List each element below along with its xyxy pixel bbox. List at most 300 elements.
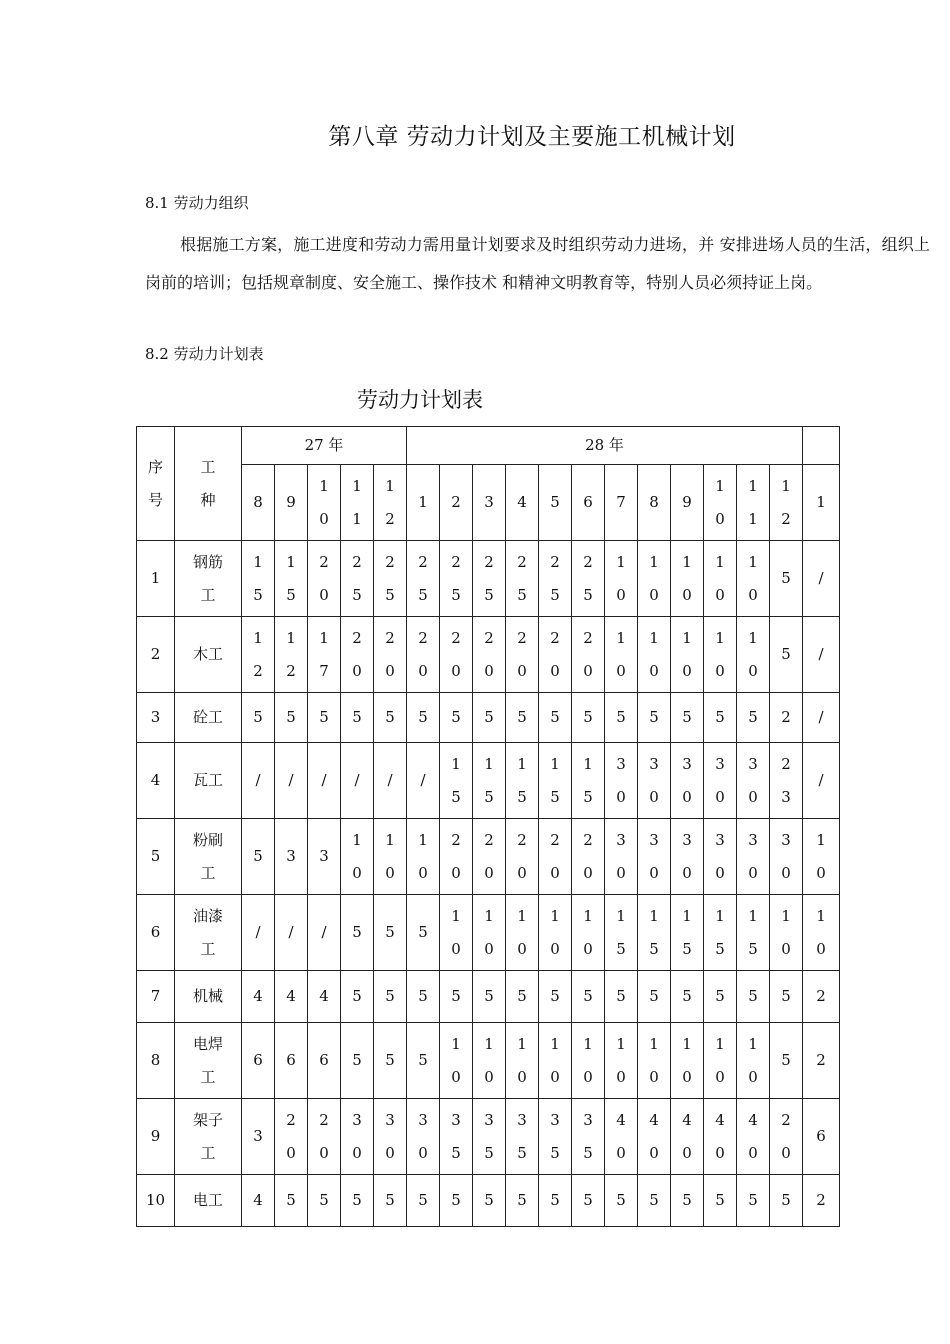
row-value: [638, 819, 671, 895]
row-value: [341, 617, 374, 693]
row-value: [407, 895, 440, 971]
row-value-text: 2: [451, 552, 461, 571]
row-seq: [137, 1175, 175, 1227]
row-value-text: /: [321, 771, 327, 789]
row-value-text: 5: [385, 708, 395, 726]
row-value-text: 0: [748, 863, 758, 882]
row-value-text: 0: [517, 1067, 527, 1086]
row-value-text: 1: [682, 1034, 692, 1053]
row-value: [737, 617, 770, 693]
row-value: [407, 819, 440, 895]
row-value-text: 1: [550, 1034, 560, 1053]
row-value: [671, 1099, 704, 1175]
row-value-text: 0: [418, 1143, 428, 1162]
row-value-text: 5: [253, 585, 263, 604]
row-value: [374, 541, 407, 617]
row-value: [374, 1175, 407, 1227]
row-value-text: 2: [583, 628, 593, 647]
row-value: [572, 1175, 605, 1227]
row-value-text: 2: [517, 628, 527, 647]
row-value-text: /: [255, 771, 261, 789]
row-value-text: 3: [352, 1110, 362, 1129]
table-row: [137, 541, 840, 617]
row-value-text: 0: [616, 661, 626, 680]
row-value: [572, 617, 605, 693]
row-value: [770, 1099, 803, 1175]
row-value: [572, 895, 605, 971]
row-value: [704, 1023, 737, 1099]
row-value: [374, 819, 407, 895]
row-value-text: 2: [816, 1191, 826, 1209]
row-value: [275, 971, 308, 1023]
header-month-text: 1: [352, 509, 362, 528]
row-value: [407, 541, 440, 617]
row-value: [473, 895, 506, 971]
row-value-text: 1: [253, 552, 263, 571]
row-value: [737, 1023, 770, 1099]
row-value-text: 3: [682, 754, 692, 773]
row-value-text: 0: [352, 863, 362, 882]
row-value-text: 0: [550, 1067, 560, 1086]
row-value-text: 0: [682, 787, 692, 806]
row-value-text: 3: [385, 1110, 395, 1129]
row-value-text: 0: [649, 787, 659, 806]
row-value: [506, 693, 539, 743]
row-value-text: 5: [319, 708, 329, 726]
header-month: [638, 465, 671, 541]
row-value-text: 1: [682, 628, 692, 647]
row-value: [275, 1023, 308, 1099]
row-value: [704, 971, 737, 1023]
header-month-text: 1: [319, 476, 329, 495]
row-value: [803, 819, 840, 895]
row-value-text: 5: [715, 1191, 725, 1209]
row-seq: [137, 971, 175, 1023]
row-value-text: 5: [649, 708, 659, 726]
row-value-text: 5: [253, 708, 263, 726]
row-value-text: 5: [583, 585, 593, 604]
row-value: [275, 541, 308, 617]
row-kind: [175, 1099, 242, 1175]
row-value: [407, 1175, 440, 1227]
row-value-text: 1: [451, 754, 461, 773]
row-value: [737, 1099, 770, 1175]
row-value: [803, 617, 840, 693]
row-value: [407, 971, 440, 1023]
row-kind: [175, 1023, 242, 1099]
row-value-text: 5: [385, 923, 395, 941]
row-value-text: 0: [748, 787, 758, 806]
row-value-text: /: [818, 708, 824, 726]
row-value-text: 5: [319, 1191, 329, 1209]
row-value: [506, 1175, 539, 1227]
row-value-text: 2: [484, 628, 494, 647]
row-value: [506, 743, 539, 819]
row-value: [539, 1023, 572, 1099]
row-value: [671, 743, 704, 819]
row-value-text: 5: [385, 1051, 395, 1069]
row-value-text: 1: [682, 552, 692, 571]
row-value-text: 0: [748, 661, 758, 680]
row-value-text: 5: [352, 708, 362, 726]
header-month: [242, 465, 275, 541]
row-value-text: 5: [484, 787, 494, 806]
row-value: [770, 693, 803, 743]
row-value-text: 1: [583, 1034, 593, 1053]
row-value-text: 0: [451, 661, 461, 680]
row-value-text: 0: [816, 863, 826, 882]
row-value-text: 1: [715, 1034, 725, 1053]
row-value: [440, 971, 473, 1023]
row-value-text: 5: [748, 708, 758, 726]
row-value-text: 1: [286, 552, 296, 571]
row-value: [770, 1175, 803, 1227]
row-value: [737, 1175, 770, 1227]
row-value: [473, 819, 506, 895]
table-title: 劳动力计划表: [357, 388, 483, 412]
row-value-text: 2: [253, 661, 263, 680]
header-month-text: 1: [781, 476, 791, 495]
row-value: [704, 1099, 737, 1175]
row-value-text: /: [255, 923, 261, 941]
row-value-text: 0: [418, 863, 428, 882]
row-value-text: 0: [352, 1143, 362, 1162]
header-year-28: 28 年: [407, 427, 803, 465]
row-value-text: 0: [816, 939, 826, 958]
row-value-text: 3: [484, 1110, 494, 1129]
row-value-text: 1: [517, 754, 527, 773]
row-value-text: 2: [418, 552, 428, 571]
row-value-text: 0: [781, 863, 791, 882]
table-row: [137, 1023, 840, 1099]
row-value-text: 2: [781, 1110, 791, 1129]
header-month-text: 6: [583, 493, 593, 511]
row-value: [671, 617, 704, 693]
row-value-text: 0: [319, 585, 329, 604]
row-value: [308, 895, 341, 971]
row-value-text: 1: [748, 906, 758, 925]
row-value: [407, 743, 440, 819]
row-value-text: 6: [816, 1127, 826, 1145]
row-value-text: 0: [517, 863, 527, 882]
row-value: [242, 1099, 275, 1175]
header-month: [341, 465, 374, 541]
row-value-text: 5: [616, 708, 626, 726]
table-row: [137, 617, 840, 693]
row-value-text: 5: [484, 1143, 494, 1162]
row-value: [638, 617, 671, 693]
row-value-text: 1: [616, 552, 626, 571]
row-value-text: 5: [715, 939, 725, 958]
row-kind-text: 工: [200, 585, 216, 604]
row-value-text: 0: [385, 863, 395, 882]
row-value: [638, 971, 671, 1023]
row-value-text: 1: [616, 1034, 626, 1053]
header-year-27: 27 年: [242, 427, 407, 465]
row-value-text: 3: [748, 754, 758, 773]
row-value-text: 5: [550, 1191, 560, 1209]
header-month: [803, 465, 840, 541]
row-seq-text: 7: [150, 987, 161, 1005]
row-value-text: 5: [715, 708, 725, 726]
row-value-text: 5: [517, 987, 527, 1005]
row-value-text: 5: [781, 987, 791, 1005]
header-kind-text: 种: [200, 490, 216, 509]
row-value-text: 5: [418, 708, 428, 726]
row-value: [506, 1023, 539, 1099]
row-value: [308, 617, 341, 693]
row-value-text: 1: [649, 906, 659, 925]
row-value-text: 6: [253, 1051, 263, 1069]
row-value: [341, 895, 374, 971]
row-kind: [175, 617, 242, 693]
row-value-text: /: [818, 569, 824, 587]
row-value-text: 0: [484, 661, 494, 680]
row-value: [440, 1023, 473, 1099]
row-value: [242, 971, 275, 1023]
row-value-text: 3: [451, 1110, 461, 1129]
row-value-text: 4: [286, 987, 296, 1005]
row-value-text: 3: [286, 847, 296, 865]
row-value-text: 1: [451, 1034, 461, 1053]
row-value-text: 3: [748, 830, 758, 849]
row-value-text: 1: [715, 906, 725, 925]
row-kind: [175, 819, 242, 895]
row-value: [737, 693, 770, 743]
row-value: [275, 743, 308, 819]
row-kind: [175, 693, 242, 743]
row-value-text: 0: [715, 863, 725, 882]
row-value-text: 0: [682, 585, 692, 604]
header-year-extra: [803, 427, 840, 465]
row-value: [572, 743, 605, 819]
header-month-text: 9: [682, 493, 692, 511]
row-value-text: 0: [352, 661, 362, 680]
row-value-text: 1: [715, 552, 725, 571]
row-seq-text: 10: [145, 1191, 166, 1209]
row-seq: [137, 693, 175, 743]
row-value: [242, 693, 275, 743]
row-value-text: 0: [715, 661, 725, 680]
row-value: [770, 895, 803, 971]
row-value: [539, 971, 572, 1023]
row-value-text: 3: [418, 1110, 428, 1129]
row-value-text: 2: [451, 830, 461, 849]
row-value-text: 0: [682, 1067, 692, 1086]
row-value: [671, 1175, 704, 1227]
row-value: [473, 617, 506, 693]
row-value: [539, 541, 572, 617]
row-value: [440, 1099, 473, 1175]
row-value-text: 3: [616, 754, 626, 773]
row-seq: [137, 895, 175, 971]
row-value: [572, 1023, 605, 1099]
row-value: [440, 895, 473, 971]
row-value-text: 0: [748, 1143, 758, 1162]
header-month-text: 3: [484, 493, 494, 511]
row-value: [704, 819, 737, 895]
row-value-text: 0: [649, 585, 659, 604]
header-month: [704, 465, 737, 541]
row-value-text: 1: [682, 906, 692, 925]
row-value-text: 5: [583, 708, 593, 726]
row-seq: [137, 743, 175, 819]
row-value-text: 2: [286, 1110, 296, 1129]
row-seq-text: 6: [150, 923, 161, 941]
row-value: [770, 819, 803, 895]
header-month-text: 1: [748, 476, 758, 495]
row-value-text: 5: [517, 1191, 527, 1209]
row-value-text: 5: [451, 708, 461, 726]
row-seq: [137, 1023, 175, 1099]
row-value: [506, 617, 539, 693]
row-value-text: 2: [418, 628, 428, 647]
row-value: [770, 743, 803, 819]
row-value: [242, 819, 275, 895]
row-value: [506, 819, 539, 895]
row-value: [737, 895, 770, 971]
row-value-text: 0: [550, 939, 560, 958]
row-value: [605, 541, 638, 617]
row-value-text: 1: [816, 830, 826, 849]
row-value-text: 5: [682, 987, 692, 1005]
row-value-text: 6: [286, 1051, 296, 1069]
header-month-text: 4: [517, 493, 527, 511]
row-value-text: 0: [286, 1143, 296, 1162]
row-value-text: 0: [517, 661, 527, 680]
row-value-text: 5: [484, 708, 494, 726]
row-value-text: 5: [418, 585, 428, 604]
row-value-text: 3: [583, 1110, 593, 1129]
row-value-text: 5: [583, 987, 593, 1005]
row-value-text: 5: [451, 585, 461, 604]
row-value: [605, 617, 638, 693]
row-value-text: /: [818, 771, 824, 789]
row-value: [374, 895, 407, 971]
row-value: [506, 541, 539, 617]
row-value: [308, 971, 341, 1023]
row-value-text: 1: [517, 906, 527, 925]
row-value-text: 1: [352, 830, 362, 849]
row-value-text: 0: [583, 661, 593, 680]
row-value-text: 1: [649, 628, 659, 647]
row-value-text: 3: [616, 830, 626, 849]
table-row: [137, 1099, 840, 1175]
row-value: [473, 971, 506, 1023]
row-value-text: 5: [451, 787, 461, 806]
row-seq: [137, 1099, 175, 1175]
row-value-text: 2: [484, 830, 494, 849]
header-month-text: 2: [781, 509, 791, 528]
row-value-text: 1: [715, 628, 725, 647]
row-value: [341, 1023, 374, 1099]
row-value: [737, 743, 770, 819]
row-value-text: 4: [748, 1110, 758, 1129]
row-value-text: 2: [583, 830, 593, 849]
row-value: [539, 1099, 572, 1175]
row-value-text: 4: [253, 987, 263, 1005]
row-kind-text: 工: [200, 939, 216, 958]
row-value: [275, 895, 308, 971]
row-value-text: 0: [616, 1067, 626, 1086]
table-row: [137, 819, 840, 895]
row-value-text: 0: [451, 1067, 461, 1086]
row-value-text: 0: [583, 939, 593, 958]
row-seq-text: 8: [150, 1051, 161, 1069]
row-value-text: 0: [715, 1143, 725, 1162]
header-month-text: 7: [616, 493, 626, 511]
row-seq: [137, 819, 175, 895]
row-value-text: 2: [352, 628, 362, 647]
row-value-text: 5: [616, 987, 626, 1005]
row-seq-text: 5: [150, 847, 161, 865]
row-value: [242, 1175, 275, 1227]
row-value: [341, 693, 374, 743]
header-month-text: 1: [385, 476, 395, 495]
section-heading-labor-organization: 8.1 劳动力组织: [145, 194, 249, 212]
header-month-text: 0: [715, 509, 725, 528]
header-month: [572, 465, 605, 541]
row-value: [605, 819, 638, 895]
row-value-text: 1: [748, 552, 758, 571]
row-value: [572, 819, 605, 895]
row-value-text: 5: [451, 987, 461, 1005]
row-value-text: 5: [484, 1191, 494, 1209]
row-value: [572, 541, 605, 617]
row-value: [803, 541, 840, 617]
row-value-text: 3: [649, 830, 659, 849]
row-seq-text: 1: [150, 569, 161, 587]
row-value: [704, 1175, 737, 1227]
header-month: [506, 465, 539, 541]
header-seq-text: 号: [147, 490, 163, 509]
row-value-text: 0: [682, 661, 692, 680]
row-value: [308, 1099, 341, 1175]
row-kind-text: 油漆: [192, 906, 223, 925]
row-value-text: 0: [550, 863, 560, 882]
row-kind-text: 砼工: [192, 708, 223, 726]
row-kind-text: 电焊: [192, 1034, 223, 1053]
row-value: [638, 541, 671, 617]
row-value: [572, 1099, 605, 1175]
row-value: [242, 1023, 275, 1099]
row-value: [605, 895, 638, 971]
section-heading-labor-plan-table: 8.2 劳动力计划表: [145, 345, 264, 363]
row-value: [704, 617, 737, 693]
row-value-text: 3: [550, 1110, 560, 1129]
row-value-text: 5: [649, 1191, 659, 1209]
row-value: [308, 743, 341, 819]
row-value-text: 1: [583, 754, 593, 773]
row-kind-text: 架子: [192, 1110, 223, 1129]
row-value: [242, 743, 275, 819]
row-value-text: 1: [550, 906, 560, 925]
row-value: [671, 895, 704, 971]
row-value-text: 3: [649, 754, 659, 773]
header-month: [308, 465, 341, 541]
row-value-text: 5: [418, 1051, 428, 1069]
row-value-text: /: [354, 771, 360, 789]
row-value-text: 5: [517, 1143, 527, 1162]
row-value-text: 5: [352, 1051, 362, 1069]
row-value: [308, 1023, 341, 1099]
row-value-text: 5: [352, 1191, 362, 1209]
row-value: [506, 1099, 539, 1175]
row-value: [341, 971, 374, 1023]
row-value-text: /: [288, 923, 294, 941]
header-month: [275, 465, 308, 541]
row-value-text: 5: [385, 987, 395, 1005]
